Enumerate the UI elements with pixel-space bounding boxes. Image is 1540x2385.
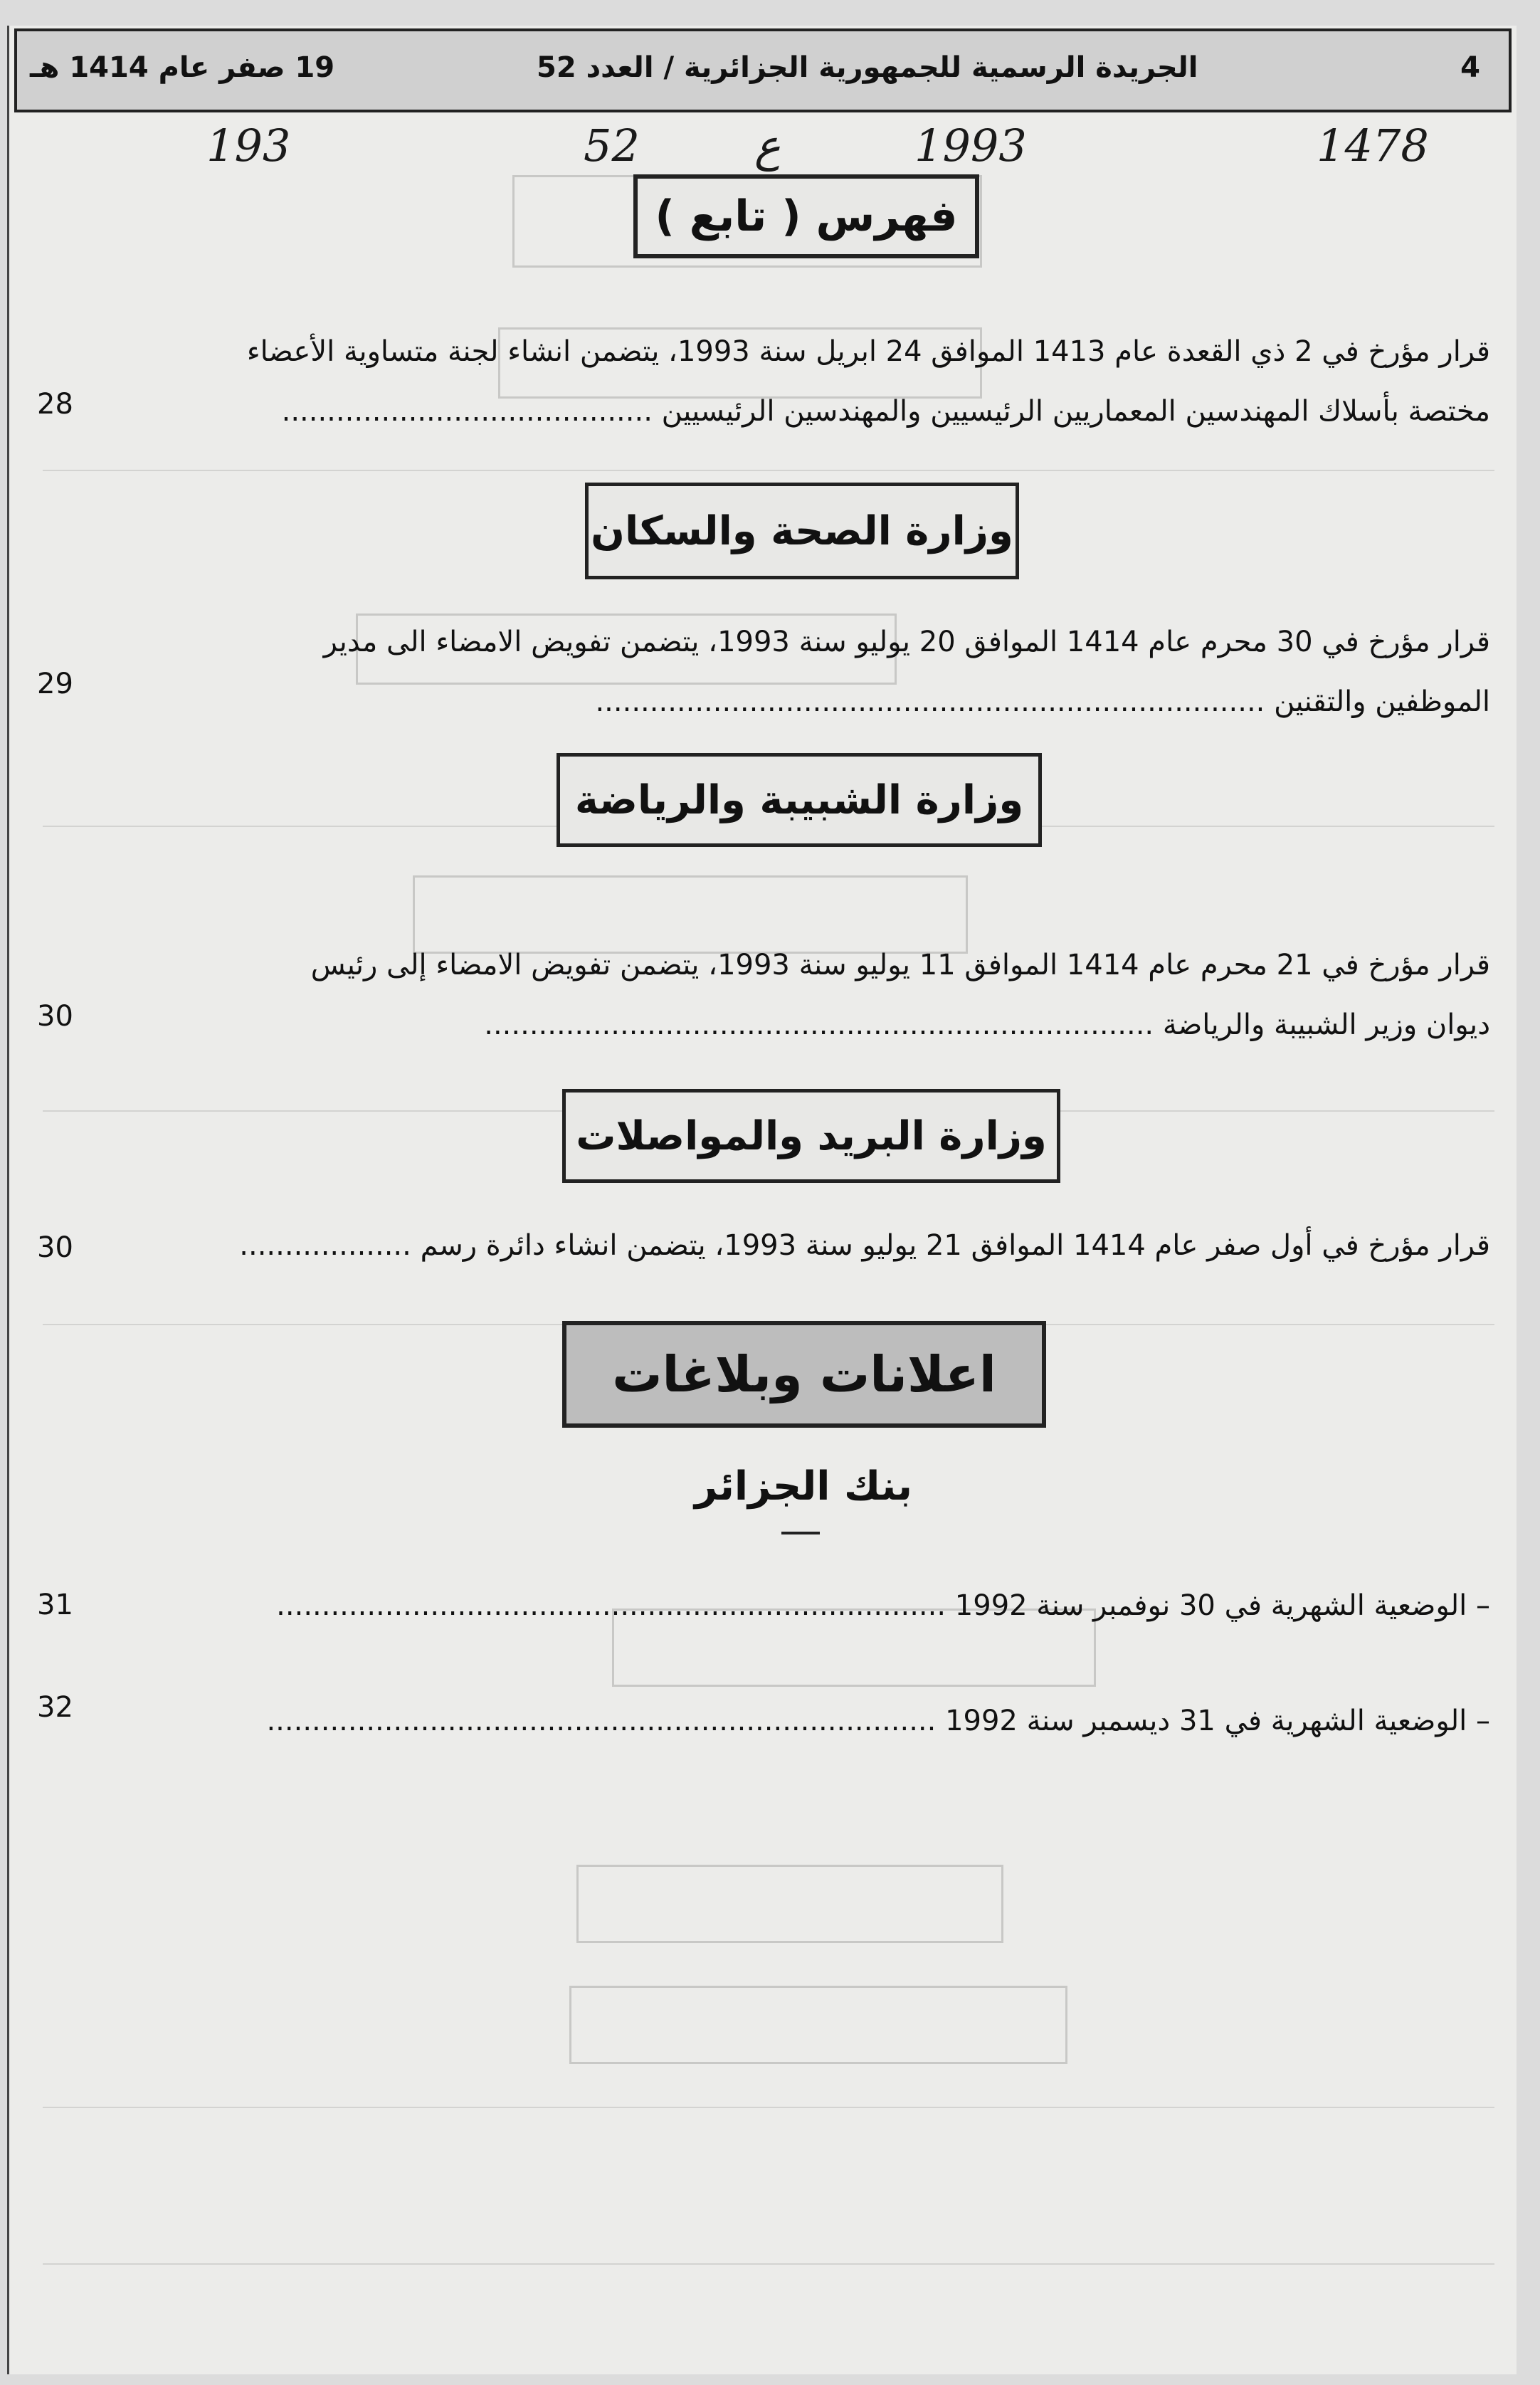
- bleed-through-box: [569, 1986, 1067, 2064]
- bleed-through-line: [43, 2263, 1494, 2265]
- entry-text: قرار مؤرخ في 2 ذي القعدة عام 1413 الموافق 24 ابريل سنة 1993، يتضمن انشاء لجنة متساوية الأعضاء: [246, 335, 1490, 368]
- handwritten-year: 1993: [914, 120, 1027, 172]
- section-title: وزارة الشبيبة والرياضة: [574, 776, 1024, 823]
- subsection-underline: [781, 1532, 820, 1534]
- entry-page-number: 31: [37, 1589, 73, 1621]
- entry-text: الموظفين والتقنين ..........................................................................: [595, 685, 1490, 718]
- handwritten-note-left: 193: [206, 120, 291, 172]
- section-box-health: [585, 483, 1019, 579]
- gazette-title: الجريدة الرسمية للجمهورية الجزائرية / العدد 52: [537, 51, 1198, 84]
- index-entry: [138, 1691, 1490, 1751]
- index-entry: [110, 612, 1490, 732]
- handwritten-mark: ع: [754, 120, 781, 172]
- entry-page-number: 29: [37, 668, 73, 700]
- bleed-through-line: [43, 2107, 1494, 2108]
- entry-text: مختصة بأسلاك المهندسين المعماريين الرئيسيين والمهندسين الرئيسيين .........................................: [281, 395, 1490, 428]
- bleed-through-box: [576, 1865, 1003, 1943]
- section-box-announcements: [562, 1321, 1046, 1428]
- index-entry: [110, 322, 1490, 441]
- index-title: فهرس ( تابع ): [655, 191, 958, 241]
- handwritten-issue-number: 52: [584, 120, 640, 172]
- section-title: وزارة الصحة والسكان: [591, 507, 1013, 554]
- entry-page-number: 30: [37, 1000, 73, 1033]
- entry-page-number: 28: [37, 388, 73, 421]
- entry-text: قرار مؤرخ في أول صفر عام 1414 الموافق 21 يوليو سنة 1993، يتضمن انشاء دائرة رسم ...................: [239, 1229, 1490, 1262]
- handwritten-note-right: 1478: [1317, 120, 1429, 172]
- entry-text: قرار مؤرخ في 30 محرم عام 1414 الموافق 20 يوليو سنة 1993، يتضمن تفويض الامضاء الى مدير: [323, 626, 1490, 658]
- section-title: وزارة البريد والمواصلات: [576, 1112, 1047, 1159]
- bleed-through-line: [43, 470, 1494, 471]
- issue-date: 19 صفر عام 1414 هـ: [30, 51, 335, 84]
- index-entry: [138, 1576, 1490, 1636]
- index-entry: [138, 1216, 1490, 1275]
- section-box-youth: [557, 753, 1042, 847]
- section-title: اعلانات وبلاغات: [612, 1345, 996, 1404]
- entry-page-number: 32: [37, 1691, 73, 1724]
- entry-text: – الوضعية الشهرية في 30 نوفمبر سنة 1992 ..........................................................................: [276, 1589, 1490, 1622]
- entry-text: ديوان وزير الشبيبة والرياضة ..........................................................................: [484, 1009, 1490, 1041]
- index-title-box: [633, 174, 979, 258]
- entry-text: قرار مؤرخ في 21 محرم عام 1414 الموافق 11 يوليو سنة 1993، يتضمن تفويض الامضاء إلى رئيس: [310, 949, 1490, 981]
- page-number: 4: [1460, 51, 1480, 84]
- subsection-title-bank: بنك الجزائر: [695, 1463, 913, 1510]
- gazette-header: [14, 28, 1512, 112]
- entry-page-number: 30: [37, 1231, 73, 1264]
- index-entry: [110, 935, 1490, 1055]
- entry-text: – الوضعية الشهرية في 31 ديسمبر سنة 1992 ..........................................................................: [266, 1705, 1490, 1737]
- section-box-post: [562, 1089, 1060, 1183]
